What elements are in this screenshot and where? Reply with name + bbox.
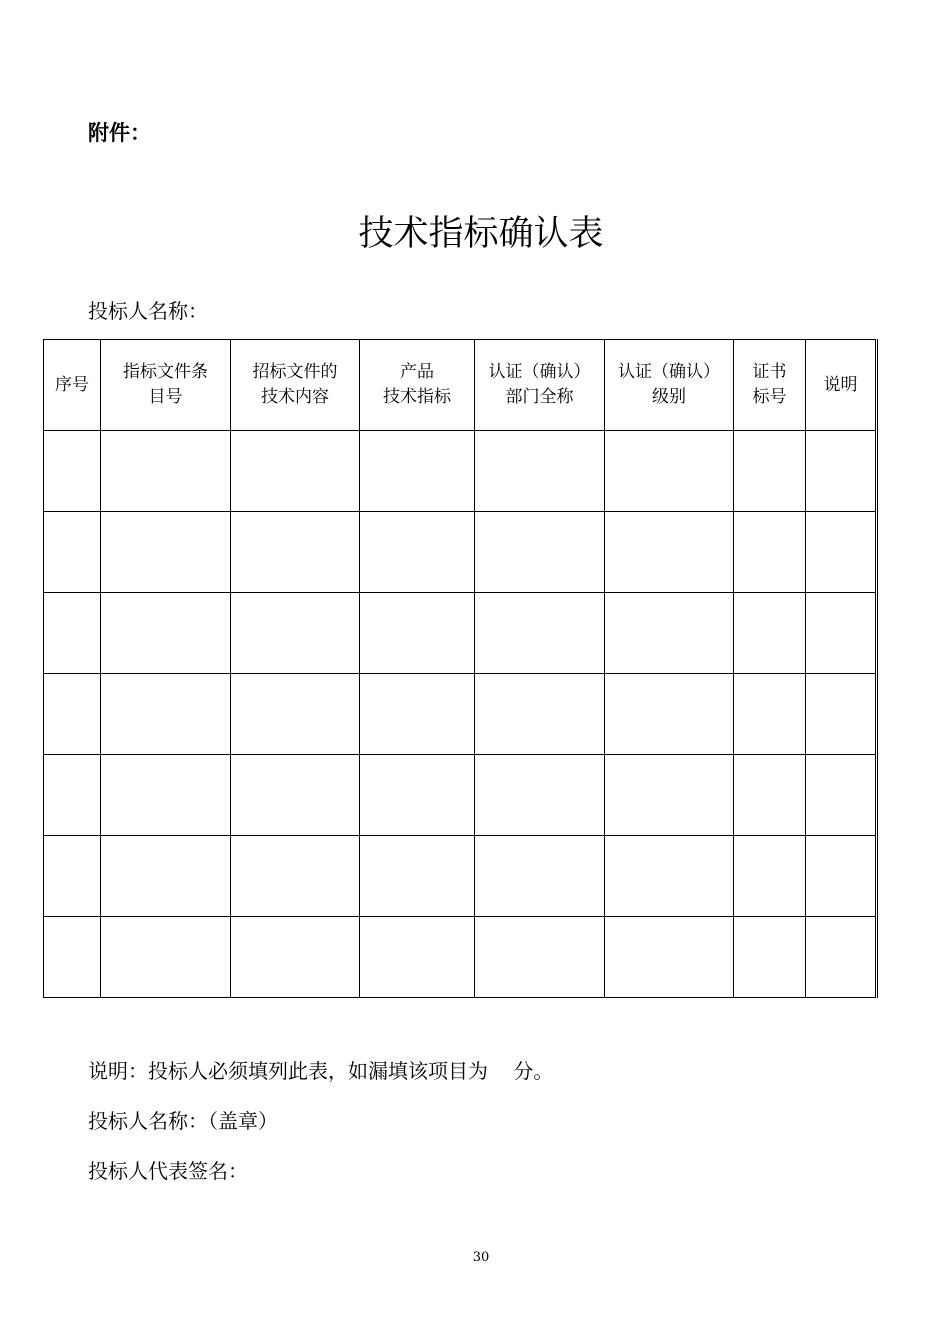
table-cell xyxy=(806,917,877,998)
representative-signature-line: 投标人代表签名： xyxy=(88,1159,248,1183)
table-cell xyxy=(231,917,360,998)
table-cell xyxy=(475,674,605,755)
table-cell xyxy=(101,593,231,674)
table-cell xyxy=(360,755,475,836)
table-cell xyxy=(231,836,360,917)
table-row xyxy=(44,755,877,836)
table-header-row xyxy=(44,340,877,431)
table-cell xyxy=(806,836,877,917)
column-header-tender-content: 招标文件的 技术内容 xyxy=(231,340,360,431)
table-cell xyxy=(806,431,877,512)
table-cell xyxy=(44,917,101,998)
table-row xyxy=(44,836,877,917)
table-cell xyxy=(44,593,101,674)
table-cell xyxy=(475,593,605,674)
table-cell xyxy=(734,674,806,755)
bidder-name-label: 投标人名称： xyxy=(88,299,208,323)
table-row xyxy=(44,593,877,674)
table-cell xyxy=(360,674,475,755)
table-cell xyxy=(734,431,806,512)
table-cell xyxy=(44,512,101,593)
table-cell xyxy=(475,512,605,593)
column-header-cert-level: 认证（确认） 级别 xyxy=(605,340,734,431)
table-cell xyxy=(475,836,605,917)
table-body xyxy=(44,431,877,998)
table-cell xyxy=(806,593,877,674)
column-header-cert-number: 证书 标号 xyxy=(734,340,806,431)
table-cell xyxy=(475,917,605,998)
fill-instructions: 说明：投标人必须填列此表，如漏填该项目为 分。 xyxy=(88,1059,554,1083)
table-cell xyxy=(475,431,605,512)
table-cell xyxy=(231,512,360,593)
table-cell xyxy=(101,512,231,593)
table-cell xyxy=(605,836,734,917)
attachment-label: 附件： xyxy=(88,121,151,145)
table-cell xyxy=(360,431,475,512)
table-cell xyxy=(231,674,360,755)
table-cell xyxy=(101,917,231,998)
table-row xyxy=(44,431,877,512)
table-cell xyxy=(734,755,806,836)
column-header-cert-dept: 认证（确认） 部门全称 xyxy=(475,340,605,431)
tech-indicator-table xyxy=(43,339,878,998)
table-cell xyxy=(231,431,360,512)
column-header-serial: 序号 xyxy=(44,340,101,431)
table-cell xyxy=(101,755,231,836)
column-header-remarks: 说明 xyxy=(806,340,877,431)
table-row xyxy=(44,917,877,998)
table-cell xyxy=(44,755,101,836)
table-cell xyxy=(101,431,231,512)
table-cell xyxy=(734,836,806,917)
table-cell xyxy=(734,512,806,593)
column-header-product-spec: 产品 技术指标 xyxy=(360,340,475,431)
table-cell xyxy=(734,917,806,998)
table-cell xyxy=(806,512,877,593)
table-cell xyxy=(44,431,101,512)
table-cell xyxy=(360,593,475,674)
table-cell xyxy=(605,755,734,836)
table-cell xyxy=(605,431,734,512)
table-cell xyxy=(605,512,734,593)
table-cell xyxy=(605,674,734,755)
table-cell xyxy=(101,836,231,917)
table-cell xyxy=(44,674,101,755)
table-cell xyxy=(231,755,360,836)
table-row xyxy=(44,512,877,593)
table-cell xyxy=(806,755,877,836)
table-cell xyxy=(231,593,360,674)
table-cell xyxy=(44,836,101,917)
table-cell xyxy=(360,512,475,593)
table-cell xyxy=(734,593,806,674)
document-title: 技术指标确认表 xyxy=(358,214,604,254)
table-cell xyxy=(360,917,475,998)
table-cell xyxy=(605,593,734,674)
page-number: 30 xyxy=(472,1250,490,1265)
table-row xyxy=(44,674,877,755)
table-cell xyxy=(806,674,877,755)
column-header-item-number: 指标文件条 目号 xyxy=(101,340,231,431)
table-cell xyxy=(475,755,605,836)
table-cell xyxy=(605,917,734,998)
table-cell xyxy=(101,674,231,755)
table-cell xyxy=(360,836,475,917)
bidder-seal-line: 投标人名称：（盖章） xyxy=(88,1109,278,1133)
